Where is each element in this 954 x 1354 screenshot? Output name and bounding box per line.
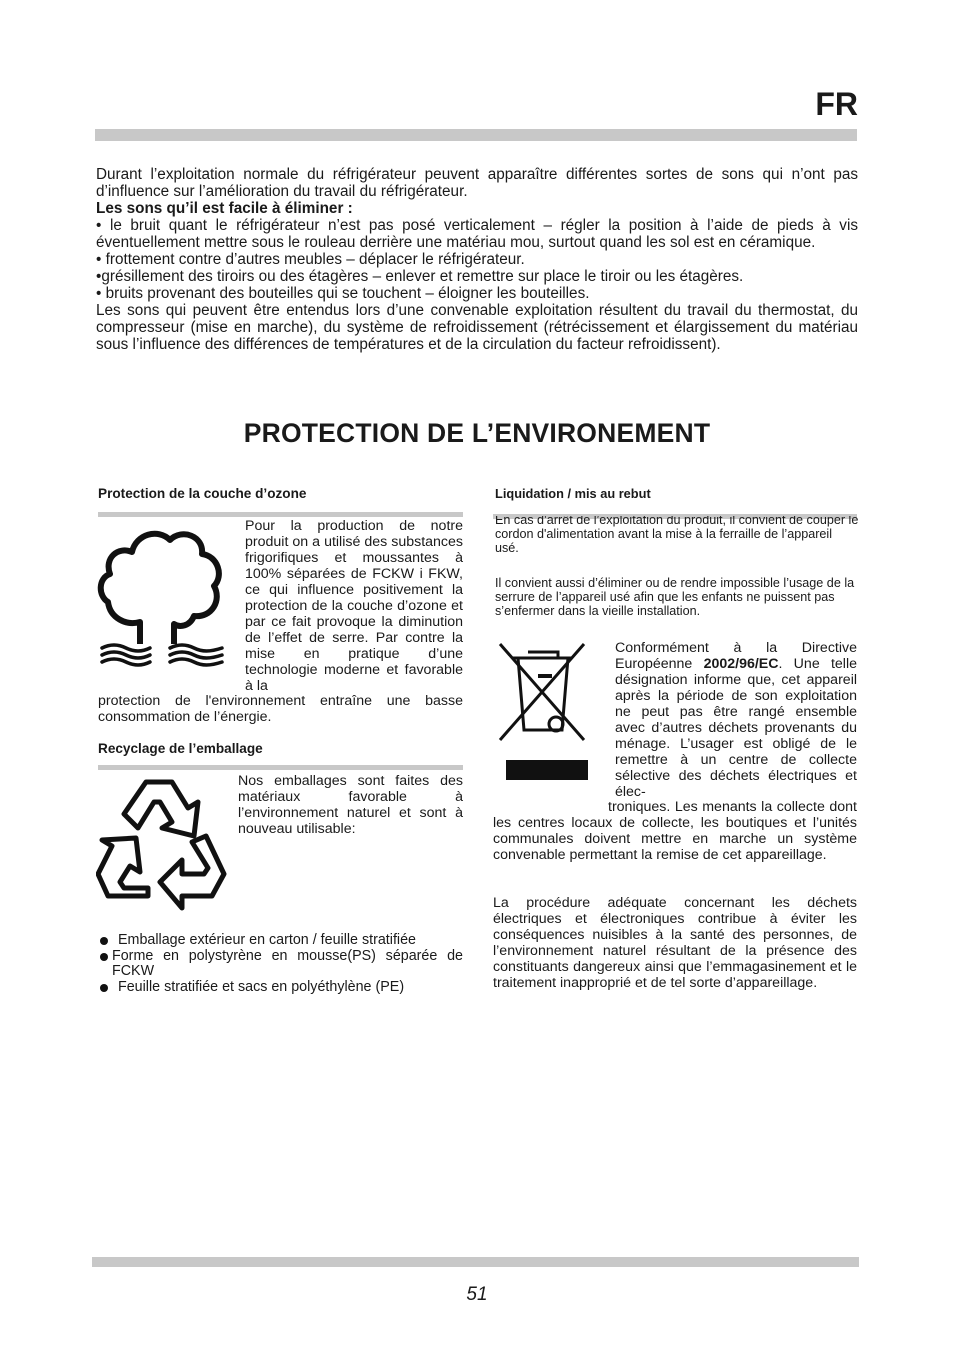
footer-rule: [92, 1257, 859, 1267]
list-item: Emballage extérieur en carton / feuille stratifiée: [98, 933, 463, 949]
disposal-cord-text: En cas d’arrêt de l’exploitation du produit, il convient de couper le cordon d'alimentation avant la mise à la ferraille de l’appareil usé.: [495, 516, 859, 555]
section-title: PROTECTION DE L’ENVIRONEMENT: [243, 418, 711, 448]
recycle-icon: [96, 778, 228, 916]
normal-sounds-paragraph: Les sons qui peuvent être entendus lors d’une convenable exploitation résultent du travail du thermostat, du compresseur (mise en marche), du système de refroidissement (rétrécissement et élargissement du matériau sous l’influence des différences de températures et de la circulation du facteur refroidissent).: [96, 302, 858, 353]
directive-code: 2002/96/EC: [703, 656, 779, 672]
bullet-icon: [100, 984, 108, 992]
page-number: 51: [466, 1284, 488, 1305]
recycling-text: Nos emballages sont faites des matériaux favorable à l’environnement naturel et sont à nouveau utilisable:: [238, 773, 463, 837]
language-code: FR: [815, 86, 858, 122]
recycling-heading: Recyclage de l’emballage: [98, 741, 263, 756]
packaging-list: [98, 933, 463, 995]
easy-sounds-heading: Les sons qu’il est facile à éliminer :: [96, 200, 353, 217]
ozone-text-full: protection de l'environnement entraîne une basse consommation de l’énergie.: [98, 693, 463, 725]
directive-text: Conformément à la Directive Européenne 2002/96/EC. Une telle désignation informe que, cet appareil après la période de son exploitation ne peut pas être rangé ensemble avec d’autres déchets provenants du ménage. L’usager est obligé de le remettre à un centre de collecte sélective des déchets électriques et élec-: [615, 640, 857, 800]
intro-paragraph: Durant l’exploitation normale du réfrigérateur peuvent apparaître différentes sortes de sons qui n’ont pas d’influence sur l’amélioration du travail du réfrigérateur.: [96, 166, 858, 200]
noise-item: •grésillement des tiroirs ou des étagères – enlever et remettre sur place le tiroir ou les étagères.: [96, 268, 744, 285]
bullet-icon: [100, 937, 108, 945]
noise-item: • frottement contre d’autres meubles – déplacer le réfrigérateur.: [96, 251, 525, 268]
header-rule: [95, 129, 857, 141]
list-item: Forme en polystyrène en mousse(PS) séparée de FCKW: [98, 949, 463, 980]
noise-item: • le bruit quant le réfrigérateur n’est pas posé verticalement – régler la position à l’aide de pieds à vis éventuellement mettre sous le rouleau derrière une matériau mou, surtout quand les sol est en céramique.: [96, 217, 858, 251]
ozone-heading: Protection de la couche d’ozone: [98, 486, 307, 501]
recycling-rule: [98, 765, 463, 770]
ozone-text-side: Pour la production de notre produit on a utilisé des substances frigorifiques et moussantes à 100% séparées de FCKW i FKW, ce qui influence positivement la protection de la couche d’ozone et par ce fait provoque la diminution de l’effet de serre. Par contre la mise en pratique d’une technologie moderne et favorable à la: [245, 518, 463, 694]
disposal-lock-text: Il convient aussi d’éliminer ou de rendre impossible l’usage de la serrure de l’appareil usé afin que les enfants ne puissent pas s’enfermer dans la vieille installation.: [495, 576, 855, 618]
ozone-rule: [98, 512, 463, 517]
noise-intro: [96, 166, 858, 353]
disposal-heading: Liquidation / mis au rebut: [495, 486, 651, 501]
tree-icon: [96, 522, 228, 668]
bullet-icon: [100, 953, 108, 961]
procedure-text: La procédure adéquate concernant les déchets électriques et électroniques contribue à éviter les conséquences nuisibles à la santé des personnes, de l’environnement naturel résultant de la présence des constituants dangereux ainsi que l’emmagasinement et le traitement inapproprié et de tel sorte d’appareillage.: [493, 895, 857, 991]
crossed-bin-icon: [498, 640, 588, 782]
noise-item: • bruits provenant des bouteilles qui se touchent – éloigner les bouteilles.: [96, 285, 590, 302]
directive-text-continued: troniques. Les menants la collecte dont les centres locaux de collecte, les boutiques et l’unités communales doivent mettre en marche un système convenable permettant la remise de cet appareillage.: [493, 799, 857, 863]
list-item: Feuille stratifiée et sacs en polyéthylène (PE): [98, 980, 463, 996]
